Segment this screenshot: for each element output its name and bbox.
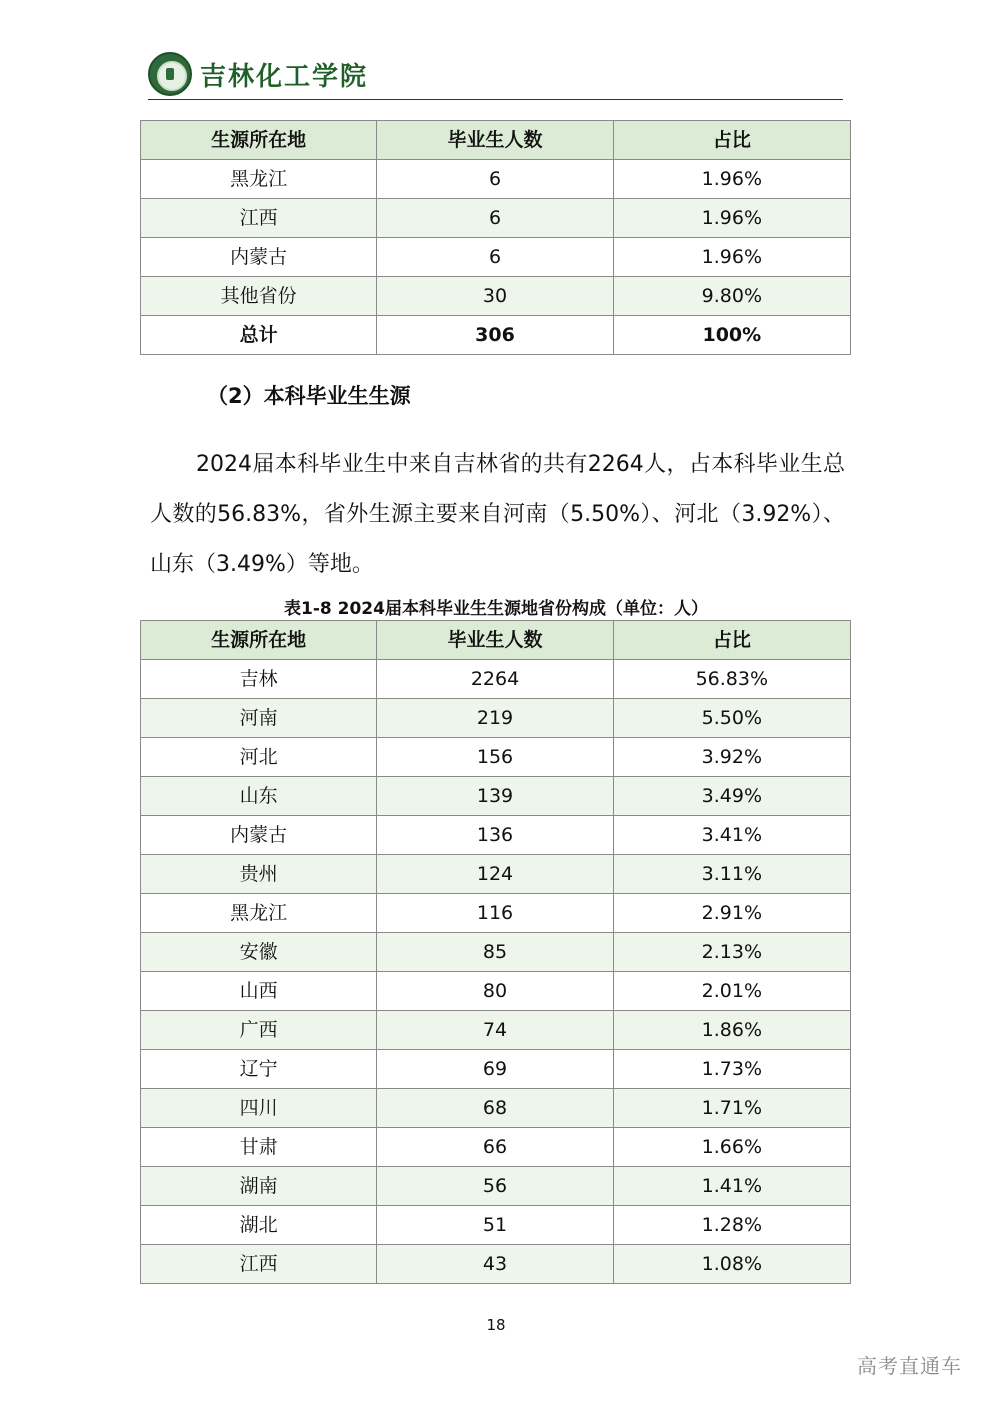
cell-ratio: 1.73% [613,1050,850,1089]
cell-count: 156 [377,738,613,777]
cell-count: 74 [377,1011,613,1050]
cell-count: 69 [377,1050,613,1089]
cell-count: 56 [377,1167,613,1206]
cell-ratio: 1.71% [613,1089,850,1128]
cell-ratio: 1.66% [613,1128,850,1167]
cell-ratio: 1.96% [613,160,850,199]
table-row [141,1206,851,1245]
cell-region: 四川 [141,1089,377,1128]
table-row [141,1050,851,1089]
column-header-count: 毕业生人数 [377,621,613,660]
cell-region: 总计 [141,316,377,355]
table-row [141,699,851,738]
cell-region: 辽宁 [141,1050,377,1089]
table-row [141,816,851,855]
cell-ratio: 100% [613,316,850,355]
cell-region: 江西 [141,1245,377,1284]
cell-count: 85 [377,933,613,972]
cell-ratio: 9.80% [613,277,850,316]
watermark: 高考直通车 [857,1354,962,1378]
cell-count: 68 [377,1089,613,1128]
cell-region: 甘肃 [141,1128,377,1167]
table-header-row [141,621,851,660]
school-logo-icon [148,52,192,96]
table-row [141,277,851,316]
cell-ratio: 2.01% [613,972,850,1011]
cell-count: 51 [377,1206,613,1245]
page-header [148,48,368,100]
cell-ratio: 3.11% [613,855,850,894]
table-row [141,1128,851,1167]
cell-region: 黑龙江 [141,160,377,199]
cell-ratio: 3.41% [613,816,850,855]
cell-region: 江西 [141,199,377,238]
cell-region: 贵州 [141,855,377,894]
cell-count: 43 [377,1245,613,1284]
table-caption: 表1-8 2024届本科毕业生生源地省份构成（单位：人） [284,599,708,619]
cell-count: 6 [377,160,613,199]
table-row [141,1011,851,1050]
body-paragraph: 2024届本科毕业生中来自吉林省的共有2264人，占本科毕业生总人数的56.83%，省外生源主要来自河南（5.50%）、河北（3.92%）、山东（3.49%）等地。 [150,452,845,577]
cell-region: 内蒙古 [141,238,377,277]
cell-region: 湖北 [141,1206,377,1245]
table-row [141,199,851,238]
cell-ratio: 2.91% [613,894,850,933]
cell-region: 黑龙江 [141,894,377,933]
cell-count: 219 [377,699,613,738]
column-header-count: 毕业生人数 [377,121,613,160]
cell-count: 306 [377,316,613,355]
table-row [141,855,851,894]
cell-ratio: 56.83% [613,660,850,699]
cell-region: 其他省份 [141,277,377,316]
column-header-ratio: 占比 [613,121,850,160]
cell-region: 吉林 [141,660,377,699]
cell-count: 30 [377,277,613,316]
cell-count: 124 [377,855,613,894]
table-row [141,777,851,816]
table-source-summary [140,120,851,355]
cell-ratio: 2.13% [613,933,850,972]
cell-region: 山西 [141,972,377,1011]
table-row [141,238,851,277]
cell-region: 河南 [141,699,377,738]
cell-count: 136 [377,816,613,855]
header-divider [148,99,843,100]
table-row [141,738,851,777]
cell-ratio: 1.28% [613,1206,850,1245]
cell-ratio: 1.08% [613,1245,850,1284]
table-header-row [141,121,851,160]
cell-ratio: 1.96% [613,199,850,238]
cell-region: 河北 [141,738,377,777]
cell-count: 66 [377,1128,613,1167]
column-header-region: 生源所在地 [141,621,377,660]
section-subheading: （2）本科毕业生生源 [207,384,411,408]
page-number: 18 [486,1316,506,1334]
table-row [141,1245,851,1284]
cell-ratio: 3.92% [613,738,850,777]
cell-region: 广西 [141,1011,377,1050]
table-undergrad-source [140,620,851,1284]
column-header-region: 生源所在地 [141,121,377,160]
column-header-ratio: 占比 [613,621,850,660]
cell-region: 内蒙古 [141,816,377,855]
table-total-row [141,316,851,355]
cell-region: 安徽 [141,933,377,972]
cell-ratio: 1.96% [613,238,850,277]
cell-count: 139 [377,777,613,816]
table-row [141,894,851,933]
cell-ratio: 3.49% [613,777,850,816]
school-name: 吉林化工学院 [200,61,369,92]
table-row [141,660,851,699]
table-row [141,1167,851,1206]
cell-ratio: 1.41% [613,1167,850,1206]
cell-region: 山东 [141,777,377,816]
cell-count: 6 [377,199,613,238]
cell-count: 2264 [377,660,613,699]
cell-region: 湖南 [141,1167,377,1206]
table-row [141,160,851,199]
table-row [141,933,851,972]
cell-count: 80 [377,972,613,1011]
cell-ratio: 1.86% [613,1011,850,1050]
table-row [141,972,851,1011]
cell-count: 6 [377,238,613,277]
table-row [141,1089,851,1128]
cell-count: 116 [377,894,613,933]
cell-ratio: 5.50% [613,699,850,738]
